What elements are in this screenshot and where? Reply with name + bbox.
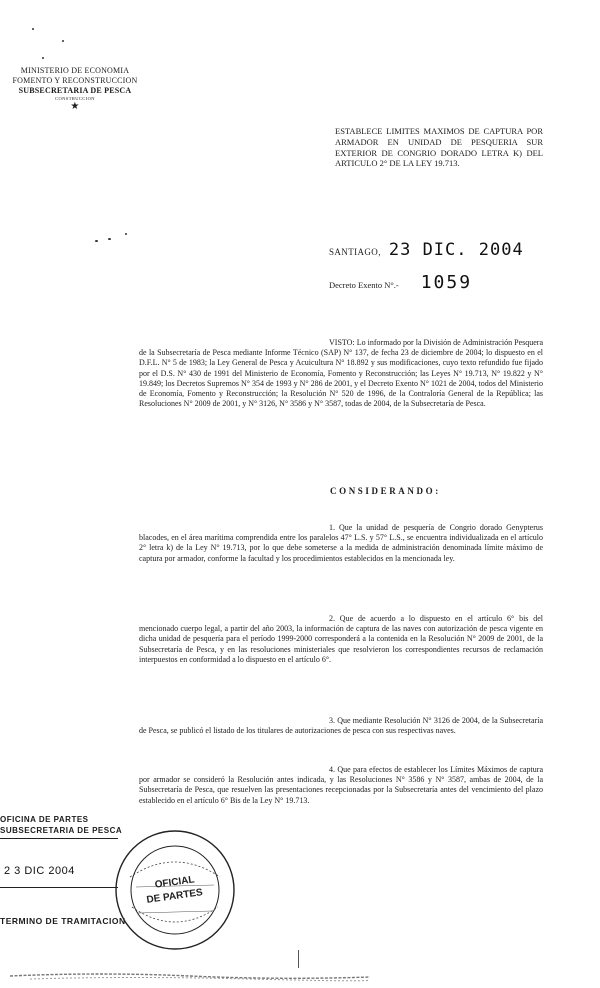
letterhead-fomento: FOMENTO Y RECONSTRUCCION <box>12 76 138 85</box>
letterhead <box>0 66 150 112</box>
scan-smear <box>10 968 370 982</box>
considerando-1 <box>139 523 543 564</box>
decree-label: Decreto Exento N°.- <box>329 280 399 290</box>
stamp-line-termino: TERMINO DE TRAMITACION <box>0 916 126 926</box>
considerando-2-text: 2. Que de acuerdo a lo dispuesto en el artículo 6° bis del mencionado cuerpo legal, a partir del año 2003, la información de captura de las naves con autorización de pesca vigente en dicha unidad de pesquería para el período 1999-2000 corresponderá a la contenida en la Resolución N° 2009 de 2001, de la Subsecretaría de Pesca, y en las resoluciones ministeriales que resolvieron los correspondientes recursos de reclamación interpuestos en conformidad a lo dispuesto en el artículo 6°. <box>139 614 543 664</box>
place-label: SANTIAGO, <box>329 247 381 257</box>
decree-number: 1059 <box>420 272 473 293</box>
visto-paragraph <box>139 338 543 409</box>
official-seal <box>112 827 238 953</box>
decree-title: ESTABLECE LIMITES MAXIMOS DE CAPTURA POR ARMADOR EN UNIDAD DE PESQUERIA SUR EXTERIOR DE CONGRIO DORADO LETRA K) DEL ARTICULO 2° DE LA LEY 19.713. <box>335 126 543 169</box>
visto-lead: VISTO: <box>329 338 355 347</box>
stamp-line-subsecretaria: SUBSECRETARIA DE PESCA <box>0 826 123 835</box>
considerando-3-text: 3. Que mediante Resolución N° 3126 de 2004, de la Subsecretaría de Pesca, se publicó el listado de los titulares de autorizaciones de pesca con sus respectivas naves. <box>139 716 543 736</box>
stamp-date: 2 3 DIC 2004 <box>4 865 75 877</box>
speck <box>42 57 44 59</box>
letterhead-small: CONSTRUCCION <box>55 96 95 101</box>
considerando-3 <box>139 716 543 736</box>
speck <box>95 240 98 242</box>
seal-center-2: DE PARTES <box>145 887 204 906</box>
letterhead-ministry: MINISTERIO DE ECONOMIA <box>20 66 130 75</box>
stamp-line-oficina: OFICINA DE PARTES <box>0 815 89 824</box>
decree-number-line <box>329 272 472 293</box>
place-date <box>329 240 524 260</box>
visto-text: Lo informado por la División de Administración Pesquera de la Subsecretaría de Pesca mediante Informe Técnico (SAP) N° 137, de fecha 23 de diciembre de 2004; lo dispuesto en el D.F.L. N° 5 de 1983; la Ley General de Pesca y Acuicultura N° 18.892 y sus modificaciones, cuyo texto refundido fue fijado por el D.S. N° 430 de 1991 del Ministerio de Economía, Fomento y Reconstrucción; las Leyes N° 19.713, N° 19.822 y N° 19.849; los Decretos Supremos N° 354 de 1993 y N° 286 de 2001, y el Decreto Exento N° 1021 de 2004, todos del Ministerio de Economía, Fomento y Reconstrucción; la Resolución N° 520 de 1996, de la Contraloría General de la República; las Resoluciones N° 2009 de 2001, y N° 3126, N° 3586 y N° 3587, todas de 2004, de la Subsecretaría de Pesca. <box>139 338 544 409</box>
speck <box>125 233 127 235</box>
handwritten-date: 23 DIC. 2004 <box>388 240 524 260</box>
considerando-4 <box>139 765 543 806</box>
scan-mark <box>298 950 299 968</box>
star-icon: ★ <box>70 101 80 112</box>
letterhead-subsecretaria: SUBSECRETARIA DE PESCA <box>18 86 132 95</box>
considerando-2 <box>139 614 543 665</box>
speck <box>62 40 64 42</box>
considerando-4-text: 4. Que para efectos de establecer los Límites Máximos de captura por armador se consideró la Resolución antes indicada, y las Resoluciones N° 3586 y N° 3587, ambas de 2004, de la Subsecretaría de Pesca, que resuelven las presentaciones recepcionadas por la Subsecretaría antes del vencimiento del plazo establecido en el artículo 6° Bis de la Ley N° 19.713. <box>139 765 543 805</box>
office-stamp <box>0 815 128 947</box>
considerando-heading: CONSIDERANDO: <box>330 486 441 496</box>
considerando-1-text: 1. Que la unidad de pesquería de Congrio dorado Genypterus blacodes, en el área marítima comprendida entre los paralelos 47° L.S. y 57° L.S., se encuentra individualizada en el artículo 2° letra k) de la Ley N° 19.713, por lo que debe someterse a la medida de administración denominada límite máximo de captura por armador, conforme la facultad y los procedimientos establecidos en la mencionada ley. <box>139 523 543 563</box>
speck <box>108 238 111 240</box>
seal-center-1: OFICIAL <box>154 874 196 891</box>
speck <box>32 28 34 30</box>
